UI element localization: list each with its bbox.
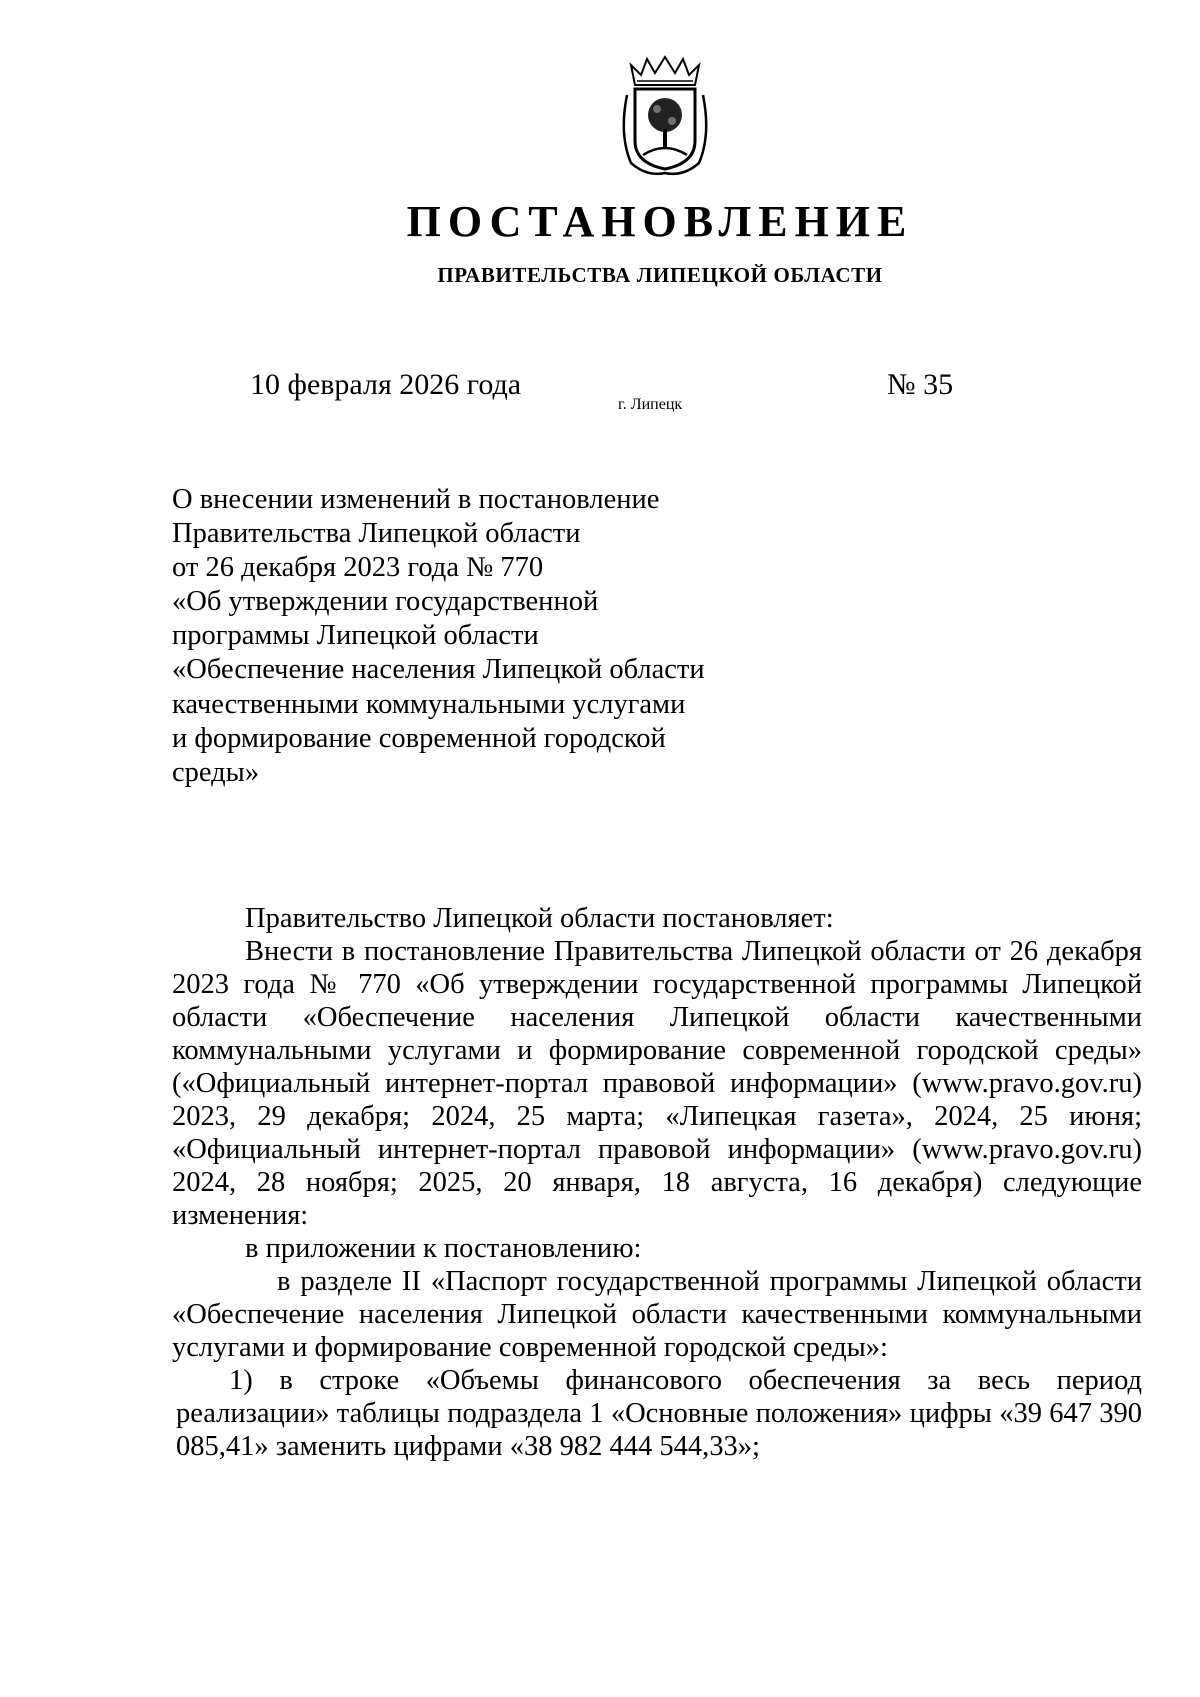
document-subject (172, 483, 792, 790)
preamble-paragraph: Правительство Липецкой области постановляет: (245, 903, 834, 934)
section-paragraph: в разделе II «Паспорт государственной программы Липецкой области «Обеспечение населения Липецкой области качественными коммунальными услугами и формирование современной городской среды»: (172, 1266, 1142, 1363)
subject-line: «Об утверждении государственной (172, 586, 599, 618)
lipetsk-coat-of-arms-icon (617, 55, 713, 178)
main-paragraph: Внести в постановление Правительства Липецкой области от 26 декабря 2023 года № 770 «Об утверждении государственной программы Липецкой области «Обеспечение населения Липецкой области качественными коммунальными услугами и формирование современной городской среды» («Официальный интернет-портал правовой информации» (www.pravo.gov.ru) 2023, 29 декабря; 2024, 25 марта; «Липецкая газета», 2024, 25 июня; «Официальный интернет-портал правовой информации» (www.pravo.gov.ru) 2024, 28 ноября; 2025, 20 января, 18 августа, 16 декабря) следующие изменения: (172, 936, 1142, 1231)
subject-line: О внесении изменений в постановление (172, 484, 660, 515)
document-number: № 35 (887, 368, 954, 401)
subject-line: Правительства Липецкой области (172, 518, 581, 550)
appendix-paragraph: в приложении к постановлению: (245, 1233, 642, 1264)
subject-line: и формирование современной городской (172, 722, 666, 754)
item-1-paragraph: 1) в строке «Объемы финансового обеспечения за весь период реализации» таблицы подраздела 1 «Основные положения» цифры «39 647 390 085,41» заменить цифрами «38 982 444 544,33»; (176, 1365, 1142, 1462)
subject-line: программы Липецкой области (172, 620, 539, 652)
document-subtitle: ПРАВИТЕЛЬСТВА ЛИПЕЦКОЙ ОБЛАСТИ (437, 263, 883, 287)
document-title: ПОСТАНОВЛЕНИЕ (406, 197, 914, 246)
subject-line: среды» (172, 756, 260, 788)
subject-line: от 26 декабря 2023 года № 770 (172, 552, 544, 584)
document-body (172, 902, 1142, 1463)
document-date: 10 февраля 2026 года (250, 368, 522, 401)
subject-line: «Обеспечение населения Липецкой области (172, 654, 705, 686)
subject-line: качественными коммунальными услугами (172, 688, 686, 720)
document-city: г. Липецк (618, 396, 683, 413)
